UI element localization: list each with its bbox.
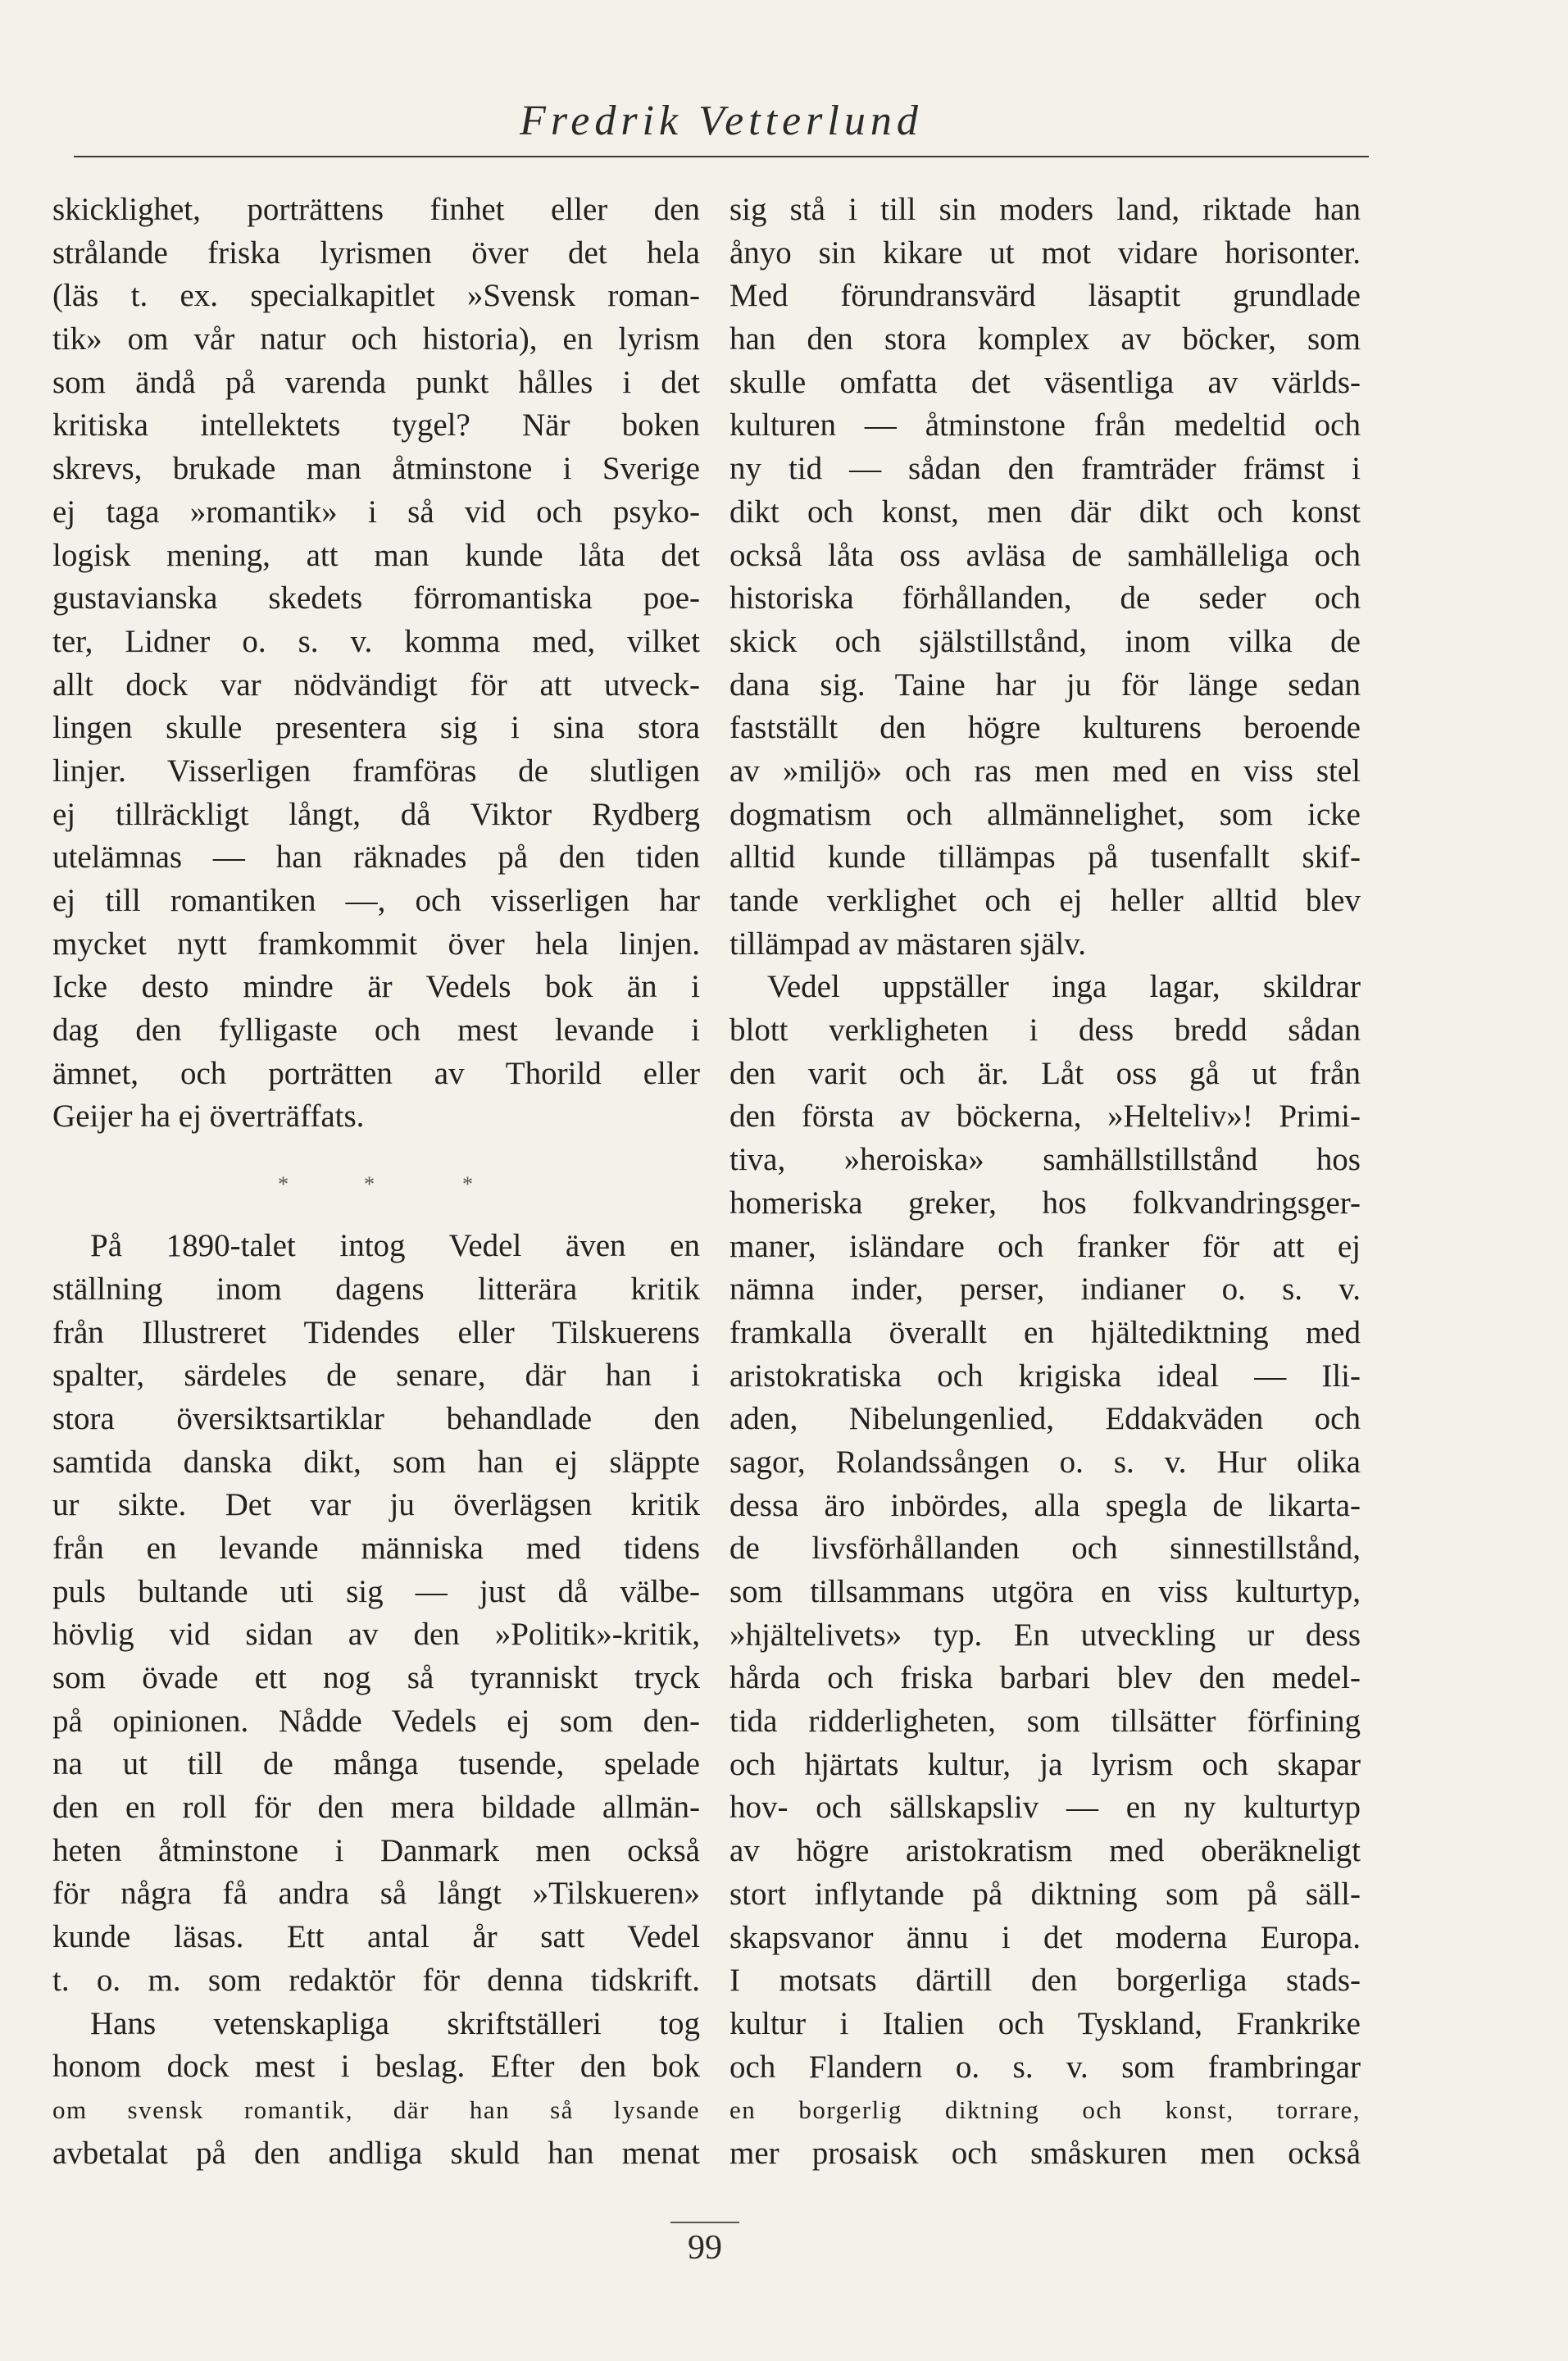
text-line: kritiska intellektets tygel? När boken	[52, 407, 700, 444]
text-line: tiva, »heroiska» samhällstillstånd hos	[729, 1142, 1361, 1178]
text-line: ter, Lidner o. s. v. komma med, vilket	[52, 623, 700, 659]
right-column	[729, 189, 1361, 2176]
text-line: kultur i Italien och Tyskland, Frankrike	[729, 2005, 1361, 2041]
text-line: han den stora komplex av böcker, som	[729, 321, 1361, 357]
text-line: om svensk romantik, där han så lysande	[52, 2095, 700, 2124]
text-line: på opinionen. Nådde Vedels ej som den-	[52, 1703, 700, 1739]
text-line: tillämpad av mästaren själv.	[729, 926, 1086, 962]
text-line: Geijer ha ej överträffats.	[52, 1099, 365, 1135]
text-line: avbetalat på den andliga skuld han menat	[52, 2135, 700, 2171]
text-line: lingen skulle presentera sig i sina stora	[52, 710, 700, 746]
text-line: t. o. m. som redaktör för denna tidskrift.	[52, 1962, 700, 1998]
text-line: ur sikte. Det var ju överlägsen kritik	[52, 1487, 700, 1523]
text-line: fastställt den högre kulturens beroende	[729, 710, 1361, 746]
text-line: som övade ett nog så tyranniskt tryck	[52, 1660, 700, 1695]
running-title: Fredrik Vetterlund	[520, 98, 923, 144]
text-line: stora översiktsartiklar behandlade den	[52, 1400, 700, 1436]
text-line: homeriska greker, hos folkvandringsger-	[729, 1185, 1361, 1221]
text-line: dana sig. Taine har ju för länge sedan	[729, 666, 1361, 703]
text-line: tida ridderligheten, som tillsätter förfining	[729, 1704, 1361, 1740]
text-line: I motsats därtill den borgerliga stads-	[729, 1963, 1361, 1999]
text-line: som ändå på varenda punkt hålles i det	[52, 364, 700, 400]
text-line: dessa äro inbördes, alla spegla de likarta-	[729, 1487, 1361, 1523]
text-line: allt dock var nödvändigt för att utveck-	[52, 666, 700, 703]
text-line: en borgerlig diktning och konst, torrare,	[729, 2095, 1361, 2125]
text-line: na ut till de många tusende, spelade	[52, 1746, 700, 1782]
text-line: Med förundransvärd läsaptit grundlade	[729, 278, 1361, 314]
text-line: kunde läsas. Ett antal år satt Vedel	[52, 1919, 700, 1955]
text-line: stort inflytande på diktning som på säll-	[729, 1876, 1361, 1912]
text-line: puls bultande uti sig — just då välbe-	[52, 1573, 700, 1609]
text-line: utelämnas — han räknades på den tiden	[52, 839, 700, 876]
text-line: ånyo sin kikare ut mot vidare horisonter.	[729, 234, 1361, 271]
text-line: maner, isländare och franker för att ej	[729, 1228, 1361, 1264]
text-line: framkalla överallt en hjältediktning med	[729, 1314, 1361, 1350]
separator-asterisk: *	[278, 1172, 289, 1197]
page-number-rule	[670, 2222, 739, 2223]
text-line: samtida danska dikt, som han ej släppte	[52, 1444, 700, 1480]
text-line: ej taga »romantik» i så vid och psyko-	[52, 494, 700, 530]
text-line: skrevs, brukade man åtminstone i Sverige	[52, 451, 700, 487]
header-rule	[74, 156, 1369, 157]
text-line: sagor, Rolandssången o. s. v. Hur olika	[729, 1444, 1361, 1480]
text-line: från Illustreret Tidendes eller Tilskuerens	[52, 1314, 700, 1350]
text-line: de livsförhållanden och sinnestillstånd,	[729, 1531, 1361, 1567]
text-line: tande verklighet och ej heller alltid blev	[729, 883, 1361, 918]
text-line: mer prosaisk och småskuren men också	[729, 2135, 1361, 2171]
text-line: dogmatism och allmännelighet, som icke	[729, 796, 1361, 832]
text-line: av högre aristokratism med oberäkneligt	[729, 1833, 1361, 1869]
separator-asterisk: *	[364, 1172, 375, 1197]
text-line: dikt och konst, men där dikt och konst	[729, 494, 1361, 530]
text-line: spalter, särdeles de senare, där han i	[52, 1358, 700, 1394]
text-line: skick och själstillstånd, inom vilka de	[729, 623, 1361, 659]
separator-asterisk: *	[462, 1172, 473, 1197]
page-number: 99	[688, 2229, 722, 2267]
text-line: alltid kunde tillämpas på tusenfallt skif-	[729, 839, 1361, 876]
text-line: Icke desto mindre är Vedels bok än i	[52, 969, 700, 1005]
text-line: för några få andra så långt »Tilskueren»	[52, 1876, 700, 1912]
text-line: från en levande människa med tidens	[52, 1530, 700, 1566]
text-line: hov- och sällskapsliv — en ny kulturtyp	[729, 1790, 1361, 1826]
text-line: ej till romantiken —, och visserligen har	[52, 883, 700, 918]
text-line: sig stå i till sin moders land, riktade han	[729, 192, 1361, 227]
text-line: och Flandern o. s. v. som frambringar	[729, 2049, 1361, 2085]
text-line: mycket nytt framkommit över hela linjen.	[52, 926, 700, 962]
text-line: På 1890-talet intog Vedel även en	[90, 1228, 700, 1264]
text-line: logisk mening, att man kunde låta det	[52, 537, 700, 573]
text-line: heten åtminstone i Danmark men också	[52, 1832, 700, 1868]
text-line: Vedel uppställer inga lagar, skildrar	[767, 969, 1361, 1005]
text-line: nämna inder, perser, indianer o. s. v.	[729, 1271, 1361, 1308]
text-line: skicklighet, porträttens finhet eller den	[52, 192, 700, 227]
text-line: kulturen — åtminstone från medeltid och	[729, 407, 1361, 444]
left-column	[52, 189, 700, 2175]
text-line: ny tid — sådan den framträder främst i	[729, 451, 1361, 487]
text-line: linjer. Visserligen framföras de slutligen	[52, 753, 700, 789]
text-line: ställning inom dagens litterära kritik	[52, 1271, 700, 1307]
text-line: aden, Nibelungenlied, Eddakväden och	[729, 1401, 1361, 1437]
section-separator	[52, 1139, 700, 1225]
text-line: Hans vetenskapliga skriftställeri tog	[90, 2005, 700, 2041]
text-line: strålande friska lyrismen över det hela	[52, 234, 700, 271]
text-line: hövlig vid sidan av den »Politik»-kritik,	[52, 1617, 700, 1653]
text-line: blott verkligheten i dess bredd sådan	[729, 1012, 1361, 1049]
text-line: hårda och friska barbari blev den medel-	[729, 1660, 1361, 1696]
text-line: skulle omfatta det väsentliga av världs-	[729, 364, 1361, 400]
text-line: ämnet, och porträtten av Thorild eller	[52, 1055, 700, 1091]
text-line: den varit och är. Låt oss gå ut från	[729, 1055, 1361, 1091]
text-line: »hjältelivets» typ. En utveckling ur dess	[729, 1617, 1361, 1653]
text-line: aristokratiska och krigiska ideal — Ili-	[729, 1358, 1361, 1394]
text-line: honom dock mest i beslag. Efter den bok	[52, 2049, 700, 2085]
text-line: dag den fylligaste och mest levande i	[52, 1012, 700, 1049]
text-line: (läs t. ex. specialkapitlet »Svensk roman-	[52, 278, 700, 314]
text-line: den första av böckerna, »Helteliv»! Primi-	[729, 1099, 1361, 1135]
text-line: gustavianska skedets förromantiska poe-	[52, 580, 700, 616]
text-line: den en roll för den mera bildade allmän-	[52, 1790, 700, 1826]
text-line: av »miljö» och ras men med en viss stel	[729, 753, 1361, 789]
text-line: skapsvanor ännu i det moderna Europa.	[729, 1919, 1361, 1955]
text-line: och hjärtats kultur, ja lyrism och skapar	[729, 1746, 1361, 1782]
text-line: historiska förhållanden, de seder och	[729, 580, 1361, 616]
text-line: också låta oss avläsa de samhälleliga och	[729, 537, 1361, 573]
text-line: tik» om vår natur och historia), en lyrism	[52, 321, 700, 357]
text-line: som tillsammans utgöra en viss kulturtyp,	[729, 1574, 1361, 1609]
text-line: ej tillräckligt långt, då Viktor Rydberg	[52, 796, 700, 832]
